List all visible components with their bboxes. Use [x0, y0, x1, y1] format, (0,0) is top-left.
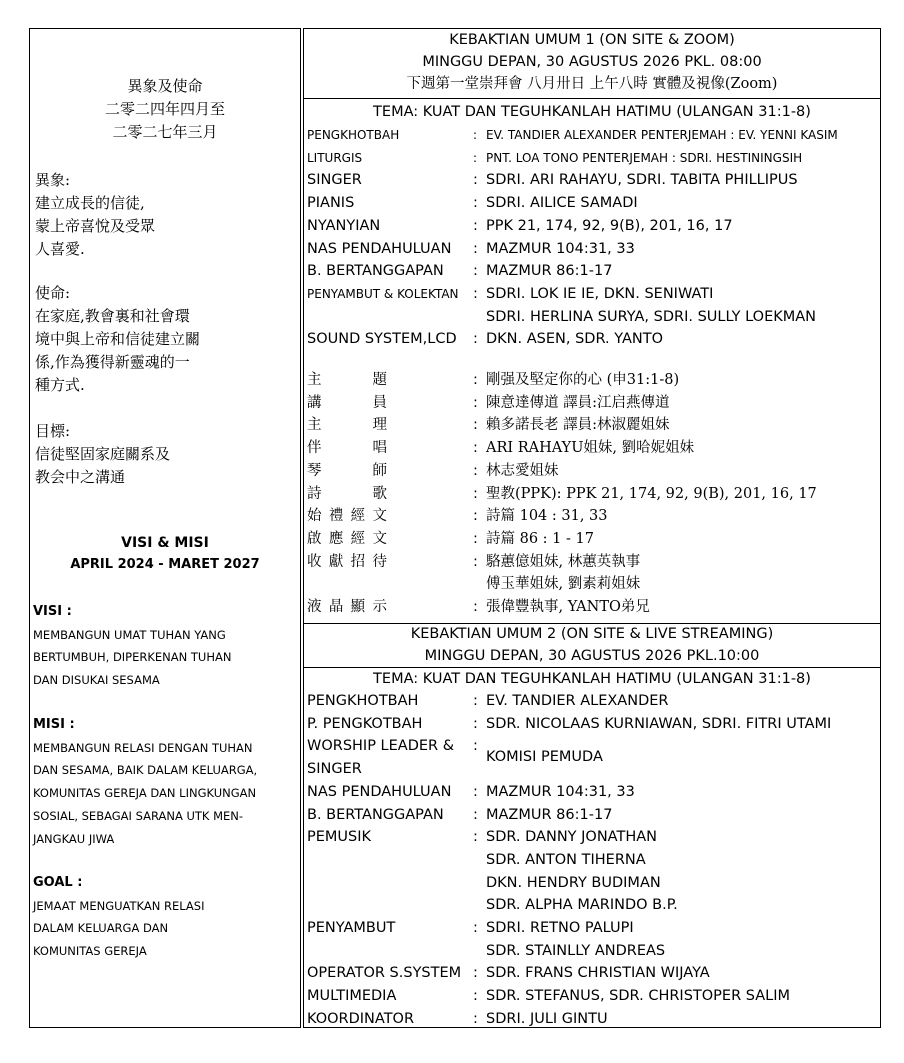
service2-row — [307, 1008, 879, 1031]
service2-row-colon: : — [473, 806, 478, 823]
service1-row-colon: : — [473, 195, 478, 212]
service2-row-label: PENYAMBUT — [307, 920, 396, 936]
service1-row — [307, 169, 879, 192]
bulletin-page — [29, 28, 881, 1028]
service2-row-label: B. BERTANGGAPAN — [307, 806, 444, 823]
service1-row — [307, 147, 879, 170]
service2-row-value: SDR. ALPHA MARINDO B.P. — [486, 897, 678, 914]
service2-row — [307, 713, 879, 736]
service1-row-cn-label — [307, 414, 387, 437]
service1-row-cn-label-char: 待 — [372, 553, 387, 570]
vision-cn-label: 異象: — [35, 171, 71, 189]
service2-row — [307, 804, 879, 827]
service2-row-colon: : — [473, 1010, 478, 1027]
service1-row-cn-label — [307, 551, 387, 574]
visi-line: MEMBANGUN UMAT TUHAN YANG — [33, 627, 226, 642]
mission-cn-label: 使命: — [35, 284, 71, 302]
service1-row-cn — [307, 437, 879, 460]
goal-cn-line: 教会中之溝通 — [35, 468, 126, 486]
service2-header-line: MINGGU DEPAN, 30 AGUSTUS 2026 PKL.10:00 — [424, 648, 760, 664]
service1-row — [307, 215, 879, 238]
service2-row-colon: : — [473, 783, 478, 800]
service1-row-cn-label-char: 招 — [350, 553, 366, 570]
service1-row-cn-label — [307, 483, 387, 506]
service1-row-cn-value: 聖教(PPK): PPK 21, 174, 92, 9(B), 201, 16, 17 — [486, 485, 817, 502]
service1-row-cn-value: 林志愛姐妹 — [486, 462, 559, 479]
vision-mission-title-cn: 異象及使命 — [127, 77, 203, 95]
service2-row-label: WORSHIP LEADER & — [307, 738, 455, 755]
service2-header-line: KEBAKTIAN UMUM 2 (ON SITE & LIVE STREAMING) — [410, 626, 774, 642]
service1-row — [307, 328, 879, 351]
service1-row-label: NYANYIAN — [307, 217, 381, 234]
vision-mission-title-cn: 二零二七年三月 — [112, 123, 218, 141]
service2-row-colon: : — [473, 965, 478, 982]
service1-row-cn — [307, 573, 879, 596]
service1-row-cn-value: 駱蕙億姐妹, 林蕙英執事 — [486, 553, 641, 570]
service1-header-line: 下週第一堂崇拜會 八月卅日 上午八時 實體及視像(Zoom) — [406, 76, 778, 92]
service1-row-cn-label-char: 講 — [307, 394, 322, 411]
service2-row — [307, 872, 879, 895]
service1-row — [307, 124, 879, 147]
service2-row-colon: : — [473, 715, 478, 732]
service1-row-cn-value: 傅玉華姐妹, 劉素莉姐妹 — [486, 576, 641, 593]
service1-row-cn-label-char: 獻 — [328, 553, 344, 570]
misi-line: MEMBANGUN RELASI DENGAN TUHAN — [33, 740, 253, 755]
visi-label: VISI : — [33, 604, 72, 619]
service2-row — [307, 826, 879, 849]
vision-mission-period: APRIL 2024 - MARET 2027 — [70, 557, 260, 572]
goal-cn-label: 目標: — [35, 422, 71, 440]
service1-row-value: PNT. LOA TONO PENTERJEMAH : SDRI. HESTININGSIH — [486, 150, 803, 165]
service1-row-cn-label-char: 經 — [350, 508, 366, 525]
service1-row-cn-label-char: 應 — [328, 530, 344, 547]
service2-row-value: DKN. HENDRY BUDIMAN — [486, 874, 661, 891]
misi — [33, 714, 297, 850]
service1-row-cn-label-char: 文 — [372, 530, 387, 547]
service1-row-label: PENGKHOTBAH — [307, 128, 400, 142]
service1-row — [307, 283, 879, 306]
service1-row-cn — [307, 369, 879, 392]
goal-cn-line: 信徒堅固家庭關系及 — [35, 445, 171, 463]
service1-row-value: SDRI. LOK IE IE, DKN. SENIWATI — [486, 285, 714, 302]
service1-row-cn-label-char: 題 — [372, 372, 387, 388]
service1-row-label: PENYAMBUT & KOLEKTAN — [307, 286, 459, 301]
service2-row-value: EV. TANDIER ALEXANDER — [486, 693, 669, 709]
mission-cn-line: 種方式. — [35, 376, 85, 394]
misi-line: KOMUNITAS GEREJA DAN LINGKUNGAN — [33, 786, 257, 801]
service1-row-cn-value: 陳意達傳道 譯員:江启燕傳道 — [486, 394, 670, 411]
service1-row-cn — [307, 460, 879, 483]
service1-row-cn-label-char: 理 — [372, 417, 387, 434]
service1-row-value: EV. TANDIER ALEXANDER PENTERJEMAH : EV. YENNI KASIM — [486, 128, 838, 142]
goal-label: GOAL : — [33, 875, 83, 890]
service2-row — [307, 917, 879, 940]
vision-cn-line: 人喜愛. — [35, 240, 85, 258]
service1-header-line: MINGGU DEPAN, 30 AGUSTUS 2026 PKL. 08:00 — [422, 54, 762, 70]
goal-line: DALAM KELUARGA DAN — [33, 921, 169, 936]
service2-row-colon: : — [473, 693, 478, 709]
service1-row-cn-value: 剛强及堅定你的心 (申31:1-8) — [486, 372, 680, 388]
service1-row-cn-colon: : — [473, 508, 478, 525]
service2-row-label: PEMUSIK — [307, 829, 372, 846]
service1-row-label: SOUND SYSTEM,LCD — [307, 331, 457, 348]
service2-row-value: SDR. NICOLAAS KURNIAWAN, SDRI. FITRI UTAMI — [486, 715, 832, 732]
service1-row-cn-label-char: 示 — [372, 599, 387, 615]
service1-row-cn-label-char: 啟 — [307, 530, 322, 547]
service2-row-colon: : — [473, 738, 478, 755]
service2-row-label: NAS PENDAHULUAN — [307, 783, 452, 800]
service1-row-cn-colon: : — [473, 485, 478, 502]
service2-row — [307, 985, 879, 1008]
service1-row-cn-label — [307, 596, 387, 619]
service2-row-value: SDR. DANNY JONATHAN — [486, 829, 657, 846]
service1-row-value: MAZMUR 86:1-17 — [486, 263, 613, 280]
service1-row-cn-label-char: 師 — [372, 462, 387, 479]
service1-row-cn-value: 張偉豐執事, YANTO弟兄 — [486, 599, 650, 615]
vision-mission-column — [29, 28, 301, 1028]
service1-row-cn-label-char: 顯 — [350, 599, 366, 615]
service2-row-value: MAZMUR 86:1-17 — [486, 806, 613, 823]
divider — [304, 98, 880, 99]
service1-row-cn-label-char: 琴 — [307, 462, 322, 479]
service1-row-cn-label-char: 唱 — [372, 440, 387, 457]
service1-row-cn-colon: : — [473, 417, 478, 434]
service1-row-cn-label-char: 主 — [307, 417, 322, 434]
service1-row — [307, 306, 879, 329]
service1-row-cn-value: 詩篇 104 : 31, 33 — [486, 508, 608, 525]
service1-row-colon: : — [473, 172, 478, 189]
service1-row — [307, 238, 879, 261]
service1-row-colon: : — [473, 150, 478, 165]
service1-row-cn-colon: : — [473, 553, 478, 570]
service1-row-cn-label — [307, 505, 387, 528]
service2-row-label: KOORDINATOR — [307, 1010, 415, 1027]
service2-row-value: SDRI. RETNO PALUPI — [486, 920, 634, 936]
service2-row-colon: : — [473, 920, 478, 936]
service1-row-cn-label-char: 歌 — [372, 485, 387, 502]
service1-row-cn — [307, 414, 879, 437]
vision-cn-line: 建立成長的信徒, — [35, 194, 145, 212]
service1-row-cn-colon: : — [473, 599, 478, 615]
misi-line: JANGKAU JIWA — [33, 831, 115, 846]
misi-line: DAN SESAMA, BAIK DALAM KELUARGA, — [33, 763, 258, 778]
service2-row — [307, 690, 879, 713]
mission-cn-line: 在家庭,教會裏和社會環 — [35, 307, 190, 325]
service2-row — [307, 894, 879, 917]
service1-row — [307, 192, 879, 215]
service2-row — [307, 940, 879, 963]
vision-mission-title: VISI & MISI — [121, 535, 209, 551]
service1-row-cn-label-char: 伴 — [307, 440, 322, 457]
service1-row-colon: : — [473, 128, 478, 142]
service2-row-value: SDR. STAINLLY ANDREAS — [486, 942, 666, 959]
visi-line: DAN DISUKAI SESAMA — [33, 673, 160, 688]
service1-row-label: LITURGIS — [307, 150, 363, 165]
service1-row-value: MAZMUR 104:31, 33 — [486, 240, 635, 257]
service1-row-value: SDRI. ARI RAHAYU, SDRI. TABITA PHILLIPUS — [486, 172, 798, 189]
service1-row-label: PIANIS — [307, 195, 355, 212]
service1-row-colon: : — [473, 331, 478, 348]
service1-row-label: B. BERTANGGAPAN — [307, 263, 444, 280]
service1-row-colon: : — [473, 240, 478, 257]
service1-row-cn-label — [307, 392, 387, 415]
service2-row — [307, 735, 879, 780]
service-schedule-column — [303, 28, 881, 1028]
service1-row-cn-label — [307, 528, 387, 551]
service1-row-label: NAS PENDAHULUAN — [307, 240, 452, 257]
service1-row-cn-label-char: 禮 — [328, 508, 344, 525]
service1-row-cn-label-char: 詩 — [307, 485, 322, 502]
service1-row-cn — [307, 392, 879, 415]
service1-row-cn-colon: : — [473, 394, 478, 411]
service1-row-cn-label-char: 晶 — [328, 599, 344, 615]
service1-row-cn-label-char: 始 — [307, 508, 322, 525]
service1-row-value: SDRI. AILICE SAMADI — [486, 195, 638, 212]
visi — [33, 601, 297, 692]
service2-row — [307, 962, 879, 985]
service1-row-cn — [307, 505, 879, 528]
service1-row-cn-label-char: 員 — [372, 394, 387, 411]
goal — [33, 872, 297, 963]
service1-row-cn-label-char: 經 — [350, 530, 366, 547]
service1-row-value: DKN. ASEN, SDR. YANTO — [486, 331, 664, 348]
service1-row-cn — [307, 596, 879, 619]
mission-cn-line: 係,作為獲得新靈魂的一 — [35, 353, 190, 371]
goal-line: KOMUNITAS GEREJA — [33, 944, 147, 959]
service2-row — [307, 849, 879, 872]
service2-row-colon: : — [473, 988, 478, 1005]
service1-row-cn-label — [307, 460, 387, 483]
service2-row-label: SINGER — [307, 761, 362, 778]
service2-row-colon: : — [473, 829, 478, 846]
service1-row-cn-colon: : — [473, 462, 478, 479]
service1-row-value: PPK 21, 174, 92, 9(B), 201, 16, 17 — [486, 217, 733, 234]
service1-row-colon: : — [473, 285, 478, 302]
service1-row-cn-colon: : — [473, 530, 478, 547]
service1-row-cn-label-char: 主 — [307, 372, 322, 388]
vision-cn-line: 蒙上帝喜悅及受眾 — [35, 217, 156, 235]
service1-row-colon: : — [473, 263, 478, 280]
service1-row-cn-label — [307, 369, 387, 392]
vision-cn — [35, 169, 297, 261]
service1-row-cn-label-char: 文 — [372, 508, 387, 525]
service2-row-value: KOMISI PEMUDA — [486, 749, 603, 766]
service1-row-cn-colon: : — [473, 440, 478, 457]
service1-row-cn — [307, 551, 879, 574]
service2-row-value: SDR. FRANS CHRISTIAN WIJAYA — [486, 965, 710, 982]
service2-row-value: MAZMUR 104:31, 33 — [486, 783, 635, 800]
service2-theme: TEMA: KUAT DAN TEGUHKANLAH HATIMU (ULANGAN 31:1-8) — [373, 671, 811, 687]
service1-row-cn-label-char: 液 — [307, 599, 322, 615]
service1-row-cn — [307, 528, 879, 551]
service2-row — [307, 781, 879, 804]
service1-row-value: SDRI. HERLINA SURYA, SDRI. SULLY LOEKMAN — [486, 308, 817, 325]
misi-label: MISI : — [33, 717, 75, 732]
service1-row-cn-value: 詩篇 86 : 1 - 17 — [486, 530, 594, 547]
mission-cn-line: 境中與上帝和信徒建立關 — [35, 330, 201, 348]
service2-row-value: SDRI. JULI GINTU — [486, 1010, 608, 1027]
service2-row-label: PENGKHOTBAH — [307, 693, 419, 709]
service1-header-line: KEBAKTIAN UMUM 1 (ON SITE & ZOOM) — [449, 32, 735, 48]
service1-row-cn-colon: : — [473, 372, 478, 388]
misi-line: SOSIAL, SEBAGAI SARANA UTK MEN- — [33, 808, 244, 823]
service2-row-label: P. PENGKOTBAH — [307, 715, 423, 732]
service2-row-value: SDR. STEFANUS, SDR. CHRISTOPER SALIM — [486, 988, 791, 1005]
column-divider — [300, 28, 301, 1028]
vision-mission-title-cn: 二零二四年四月至 — [104, 100, 225, 118]
service1-row-cn-value: ARI RAHAYU姐妹, 劉哈妮姐妹 — [486, 440, 695, 457]
service1-row-cn-value: 賴多諾長老 譯員:林淑麗姐妹 — [486, 417, 670, 434]
mission-cn — [35, 282, 297, 397]
service2-row-value: SDR. ANTON TIHERNA — [486, 851, 646, 868]
service1-row-cn-label-char: 收 — [307, 553, 322, 570]
goal-cn — [35, 420, 297, 489]
goal-line: JEMAAT MENGUATKAN RELASI — [33, 898, 205, 913]
service1-row-label: SINGER — [307, 172, 362, 189]
service1-row-cn — [307, 483, 879, 506]
service1-row-colon: : — [473, 217, 478, 234]
visi-line: BERTUMBUH, DIPERKENAN TUHAN — [33, 650, 232, 665]
service1-theme: TEMA: KUAT DAN TEGUHKANLAH HATIMU (ULANGAN 31:1-8) — [373, 104, 811, 120]
service1-row-cn-label — [307, 437, 387, 460]
service1-row — [307, 260, 879, 283]
service2-row-label: OPERATOR S.SYSTEM — [307, 965, 462, 982]
service2-row-label: MULTIMEDIA — [307, 988, 397, 1005]
